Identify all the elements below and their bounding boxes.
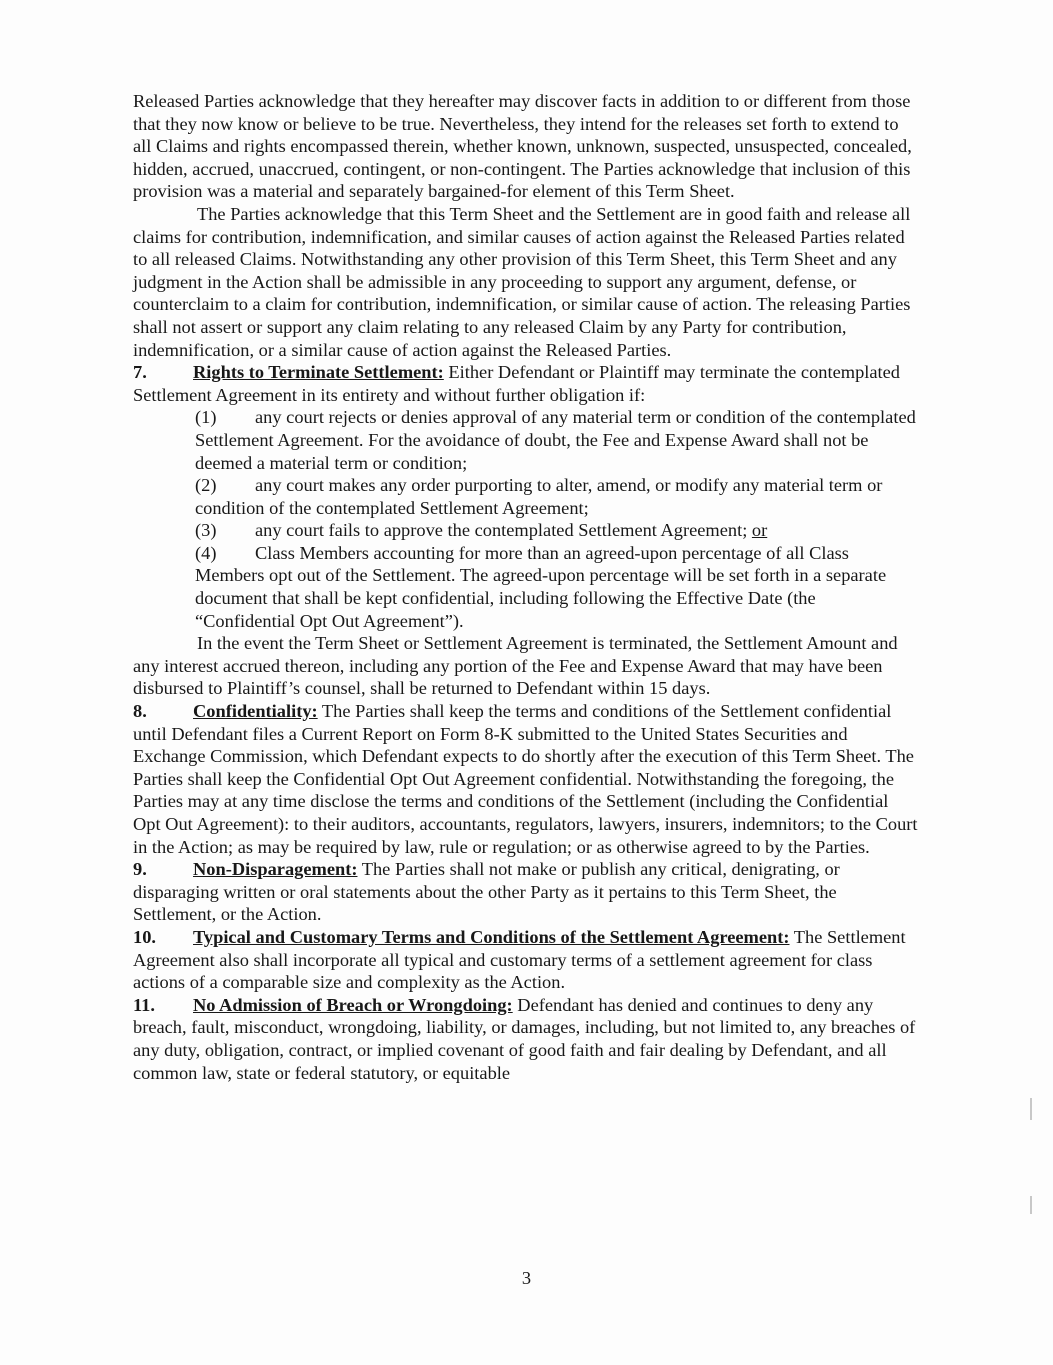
section-9 — [133, 858, 918, 926]
item-text: any court fails to approve the contemplated Settlement Agreement; — [255, 520, 752, 541]
section-7-item-3 — [133, 519, 918, 542]
item-text: Class Members accounting for more than an agreed-upon percentage of all Class Members opt out of the Settlement. The agreed-upon percentage will be set forth in a separate document that shall be kept confidential, including following the Effective Date (the “Confidential Opt Out Agreement”). — [195, 542, 887, 631]
section-8-heading: Confidentiality: — [193, 701, 318, 722]
scan-mark — [1030, 1098, 1032, 1120]
section-9-text: The Parties shall not make or publish any critical, denigrating, or disparaging written or oral statements about the other Party as it pertains to this Term Sheet, the Settlement, or the Action. — [133, 859, 840, 925]
item-number: (2) — [195, 475, 217, 496]
section-8-text: The Parties shall keep the terms and conditions of the Settlement confidential until Defendant files a Current Report on Form 8-K submitted to the United States Securities and Exchange Commission, which Defendant expects to do shortly after the execution of this Term Sheet. The Parties shall keep the Confidential Opt Out Agreement confidential. Notwithstanding the foregoing, the Parties may at any time disclose the terms and conditions of the Settlement (including the Confidential Opt Out Agreement): to their auditors, accountants, regulators, lawyers, insurers, indemnitors; to the Court in the Action; as may be required by law, rule or regulation; or as otherwise agreed to by the Parties. — [133, 701, 918, 857]
paragraph-released-parties: Released Parties acknowledge that they hereafter may discover facts in addition to or different from those that they now know or believe to be true. Nevertheless, they intend for the releases set forth to extend to all Claims and rights encompassed therein, whether known, unknown, suspected, unsuspected, concealed, hidden, accrued, unaccrued, contingent, or non-contingent. The Parties acknowledge that inclusion of this provision was a material and separately bargained-for element of this Term Sheet. — [133, 91, 912, 202]
section-10-heading: Typical and Customary Terms and Conditions of the Settlement Agreement: — [193, 926, 790, 947]
paragraph-termination-effect: In the event the Term Sheet or Settlement Agreement is terminated, the Settlement Amount and any interest accrued thereon, including any portion of the Fee and Expense Award that may have been disbursed to Plaintiff’s counsel, shall be returned to Defendant within 15 days. — [133, 633, 898, 699]
document-body — [133, 90, 918, 1084]
item-text: any court makes any order purporting to alter, amend, or modify any material term or condition of the contemplated Settlement Agreement; — [195, 475, 883, 518]
section-7-text: Either Defendant or Plaintiff may terminate the contemplated Settlement Agreement in its entirety and without further obligation if: — [133, 362, 900, 405]
section-9-number: 9. — [133, 859, 147, 880]
section-7-item-2 — [133, 474, 918, 519]
section-7 — [133, 361, 918, 406]
page-number: 3 — [521, 1268, 532, 1288]
section-11-text: Defendant has denied and continues to deny any breach, fault, misconduct, wrongdoing, liability, or damages, including, but not limited to, any breaches of any duty, obligation, contract, or implied covenant of good faith and fair dealing by Defendant, and all common law, state or federal statutory, or equitable — [133, 994, 916, 1083]
section-11 — [133, 994, 918, 1084]
section-7-number: 7. — [133, 362, 147, 383]
section-8-number: 8. — [133, 701, 147, 722]
section-10 — [133, 926, 918, 994]
section-9-heading: Non-Disparagement: — [193, 859, 358, 880]
scan-mark — [1030, 1196, 1032, 1214]
section-11-number: 11. — [133, 994, 155, 1015]
section-8 — [133, 700, 918, 858]
section-7-item-1 — [133, 406, 918, 474]
item-number: (4) — [195, 542, 217, 563]
section-10-text: The Settlement Agreement also shall incorporate all typical and customary terms of a settlement agreement for class actions of a comparable size and complexity as the Action. — [133, 926, 906, 993]
section-10-number: 10. — [133, 926, 156, 947]
item-conjunction: or — [751, 520, 768, 541]
item-text: any court rejects or denies approval of any material term or condition of the contemplated Settlement Agreement. For the avoidance of doubt, the Fee and Expense Award shall not be deemed a material term or condition; — [195, 407, 916, 473]
item-number: (1) — [195, 407, 217, 428]
section-11-heading: No Admission of Breach or Wrongdoing: — [193, 994, 513, 1015]
item-number: (3) — [195, 520, 217, 541]
section-7-item-4 — [133, 542, 918, 632]
section-7-heading: Rights to Terminate Settlement: — [193, 362, 444, 383]
paragraph-good-faith: The Parties acknowledge that this Term Sheet and the Settlement are in good faith and release all claims for contribution, indemnification, and similar causes of action against the Released Parties related to all released Claims. Notwithstanding any other provision of this Term Sheet, this Term Sheet and any judgment in the Action shall be admissible in any proceeding to support any argument, defense, or counterclaim to a claim for contribution, indemnification, or similar cause of action. The releasing Parties shall not assert or support any claim relating to any released Claim by any Party for contribution, indemnification, or a similar cause of action against the Released Parties. — [133, 203, 911, 360]
